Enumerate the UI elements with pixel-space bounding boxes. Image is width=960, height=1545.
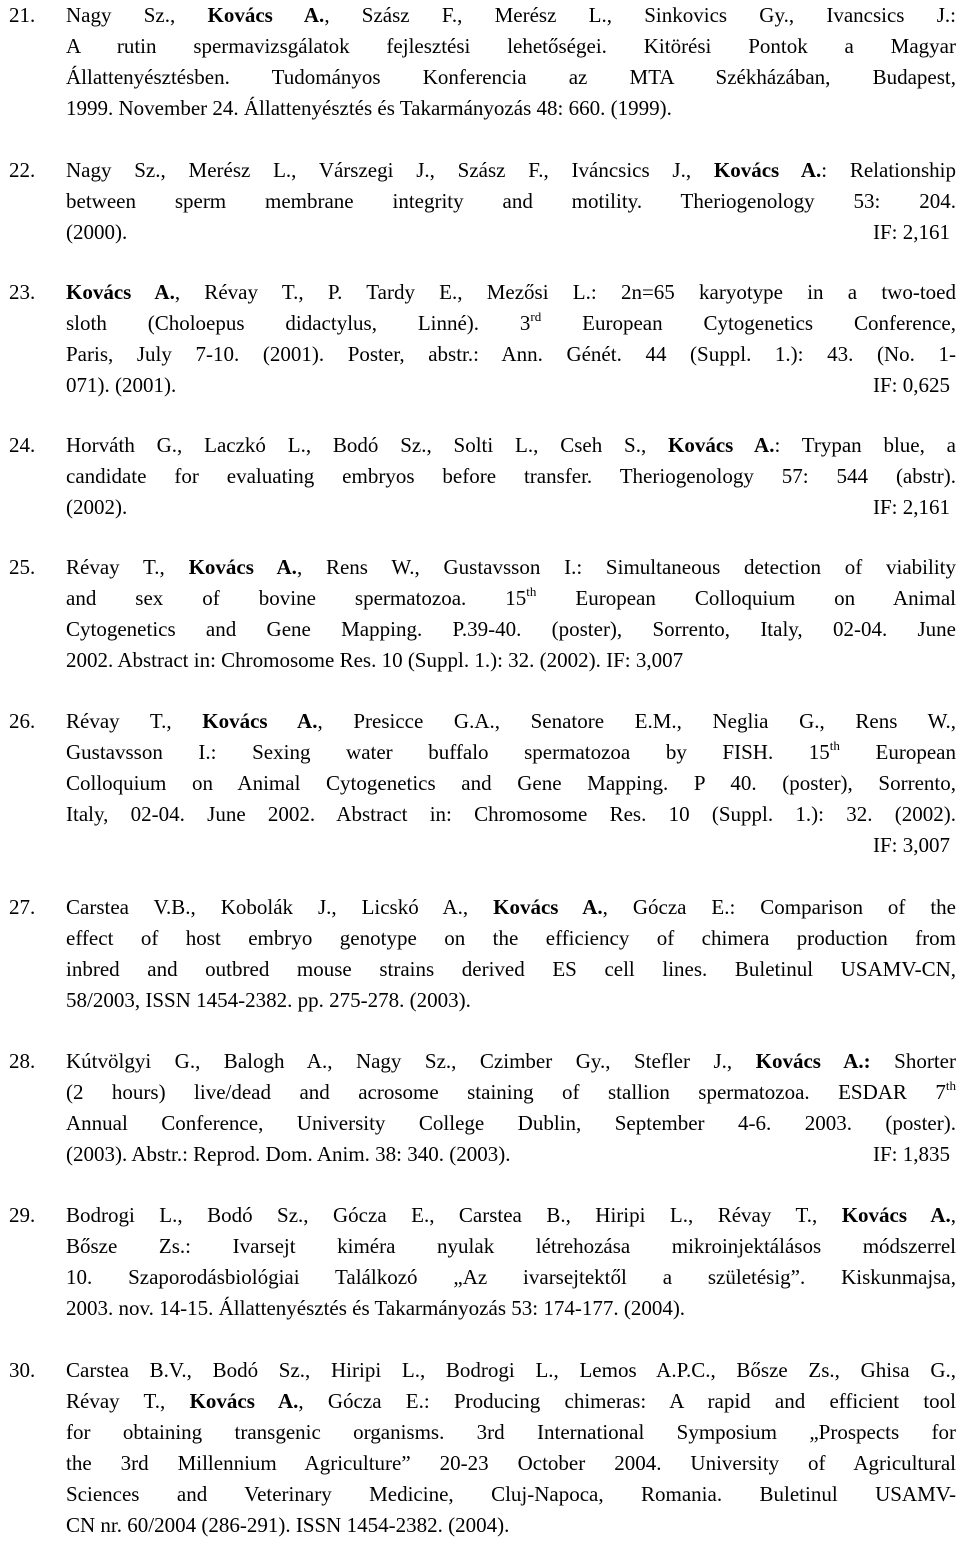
reference-line [66, 1355, 956, 1386]
reference-line [66, 339, 956, 370]
reference-number: 30. [9, 1358, 36, 1382]
reference-line [66, 985, 956, 1016]
reference-number: 25. [9, 555, 36, 579]
impact-factor: IF: 2,161 [872, 220, 950, 244]
author-highlight: Kovács A. [207, 3, 325, 27]
text-run: 1999. November 24. Állattenyésztés és Takarmányozás 48: 660. (1999). [66, 96, 672, 120]
reference-text [66, 1046, 956, 1170]
text-run: Carstea V.B., Kobolák J., Licskó A., [66, 895, 494, 919]
reference-text [66, 0, 956, 124]
reference-line [66, 1262, 956, 1293]
author-highlight: Kovács A. [493, 895, 603, 919]
text-run: European Cytogenetics Conference, [541, 311, 956, 335]
text-run: Annual Conference, University College Dublin, September 4-6. 2003. (poster). [66, 1111, 956, 1135]
text-run: , [950, 1203, 956, 1227]
text-run: , Révay T., P. Tardy E., Mezősi L.: 2n=65 karyotype in a two-toed [174, 280, 956, 304]
text-run: Paris, July 7-10. (2001). Poster, abstr.: Ann. Génét. 44 (Suppl. 1.): 43. (No. 1- [66, 342, 956, 366]
text-run: Révay T., [66, 555, 189, 579]
reference-entry [0, 155, 960, 248]
text-run: Bősze Zs.: Ivarsejt kiméra nyulak létrehozása mikroinjektálásos módszerrel [66, 1234, 956, 1258]
reference-number: 28. [9, 1049, 36, 1073]
reference-line [66, 706, 956, 737]
reference-line [66, 1417, 956, 1448]
author-highlight: Kovács A. [66, 280, 175, 304]
text-run: , Presicce G.A., Senatore E.M., Neglia G., Rens W., [317, 709, 956, 733]
reference-line [66, 1200, 956, 1231]
reference-line [66, 308, 956, 339]
reference-line [66, 186, 956, 217]
author-highlight: Kovács A. [668, 433, 775, 457]
text-run: Nagy Sz., Merész L., Várszegi J., Szász F., Iváncsics J., [66, 158, 714, 182]
reference-line [66, 645, 956, 676]
text-run: Nagy Sz., [66, 3, 208, 27]
reference-line [66, 370, 956, 401]
author-highlight: Kovács A. [188, 555, 297, 579]
reference-entry [0, 277, 960, 401]
author-highlight: Kovács A. [841, 1203, 951, 1227]
impact-factor: IF: 2,161 [872, 495, 950, 519]
reference-line [66, 892, 956, 923]
author-highlight: Kovács A. [189, 1389, 299, 1413]
reference-line [66, 1479, 956, 1510]
text-run: Colloquium on Animal Cytogenetics and Gene Mapping. P 40. (poster), Sorrento, [66, 771, 956, 795]
reference-line [66, 1293, 956, 1324]
reference-text [66, 155, 956, 248]
reference-line [66, 1448, 956, 1479]
text-run: : Relationship [821, 158, 956, 182]
reference-entry [0, 706, 960, 861]
reference-entry [0, 1046, 960, 1170]
reference-line [66, 0, 956, 31]
reference-line [66, 1108, 956, 1139]
reference-line [66, 1386, 956, 1417]
reference-line [66, 923, 956, 954]
text-run: Cytogenetics and Gene Mapping. P.39-40. (poster), Sorrento, Italy, 02-04. June [66, 617, 956, 641]
reference-line [66, 430, 956, 461]
reference-line [66, 1510, 956, 1541]
reference-line [66, 1077, 956, 1108]
text-run: Révay T., [66, 709, 203, 733]
reference-entry [0, 0, 960, 124]
text-run: (2003). Abstr.: Reprod. Dom. Anim. 38: 340. (2003). [66, 1142, 511, 1166]
text-run: , Szász F., Merész L., Sinkovics Gy., Ivancsics J.: [324, 3, 956, 27]
reference-line [66, 1231, 956, 1262]
reference-number: 26. [9, 709, 36, 733]
text-run: sloth (Choloepus didactylus, Linné). 3 [66, 311, 531, 335]
text-run: the 3rd Millennium Agriculture” 20-23 October 2004. University of Agricultural [66, 1451, 956, 1475]
text-run: effect of host embryo genotype on the efficiency of chimera production from [66, 926, 956, 950]
text-run: Bodrogi L., Bodó Sz., Gócza E., Carstea B., Hiripi L., Révay T., [66, 1203, 842, 1227]
text-run: CN nr. 60/2004 (286-291). ISSN 1454-2382. (2004). [66, 1513, 510, 1537]
text-run: European [839, 740, 956, 764]
text-run: (2000). [66, 220, 128, 244]
reference-text [66, 706, 956, 857]
reference-number: 24. [9, 433, 36, 457]
impact-factor: IF: 3,007 [872, 833, 950, 857]
text-run: , Gócza E.: Comparison of the [602, 895, 956, 919]
reference-line [66, 277, 956, 308]
reference-entry [0, 552, 960, 676]
text-run: Horváth G., Laczkó L., Bodó Sz., Solti L., Cseh S., [66, 433, 669, 457]
text-run: (2 hours) live/dead and acrosome staining of stallion spermatozoa. ESDAR 7 [66, 1080, 946, 1104]
text-run: : Trypan blue, a [774, 433, 956, 457]
reference-line [66, 31, 956, 62]
reference-number: 27. [9, 895, 36, 919]
impact-factor: IF: 1,835 [872, 1142, 950, 1166]
reference-line [66, 1046, 956, 1077]
reference-line [66, 93, 956, 124]
reference-line [66, 799, 956, 830]
reference-line [66, 583, 956, 614]
text-run: (2002). [66, 495, 128, 519]
ordinal-suffix: th [829, 738, 840, 753]
text-run: between sperm membrane integrity and motility. Theriogenology 53: 204. [66, 189, 956, 213]
reference-entry [0, 430, 960, 523]
reference-number: 23. [9, 280, 36, 304]
reference-line [66, 492, 956, 523]
text-run: , Gócza E.: Producing chimeras: A rapid and efficient tool [298, 1389, 956, 1413]
text-run: inbred and outbred mouse strains derived ES cell lines. Buletinul USAMV-CN, [66, 957, 956, 981]
reference-number: 22. [9, 158, 36, 182]
text-run: 58/2003, ISSN 1454-2382. pp. 275-278. (2003). [66, 988, 471, 1012]
text-run: European Colloquium on Animal [536, 586, 956, 610]
reference-line [66, 614, 956, 645]
text-run: 10. Szaporodásbiológiai Találkozó „Az ivarsejtektől a születésig”. Kiskunmajsa, [66, 1265, 956, 1289]
reference-line [66, 552, 956, 583]
text-run: 2002. Abstract in: Chromosome Res. 10 (Suppl. 1.): 32. (2002). IF: 3,007 [66, 648, 684, 672]
text-run: for obtaining transgenic organisms. 3rd International Symposium „Prospects for [66, 1420, 956, 1444]
text-run: 071). (2001). [66, 373, 177, 397]
impact-factor: IF: 0,625 [872, 373, 950, 397]
reference-text [66, 552, 956, 676]
reference-line [66, 62, 956, 93]
reference-line [66, 1139, 956, 1170]
reference-entry [0, 892, 960, 1016]
reference-line [66, 768, 956, 799]
reference-line [66, 461, 956, 492]
reference-text [66, 1355, 956, 1541]
reference-line [66, 737, 956, 768]
ordinal-suffix: th [945, 1078, 956, 1093]
text-run: 2003. nov. 14-15. Állattenyésztés és Takarmányozás 53: 174-177. (2004). [66, 1296, 686, 1320]
reference-entry [0, 1200, 960, 1324]
reference-text [66, 430, 956, 523]
ordinal-suffix: th [526, 584, 537, 599]
text-run: Sciences and Veterinary Medicine, Cluj-Napoca, Romania. Buletinul USAMV- [66, 1482, 956, 1506]
text-run: and sex of bovine spermatozoa. 15 [66, 586, 527, 610]
author-highlight: Kovács A. [202, 709, 318, 733]
reference-text [66, 1200, 956, 1324]
reference-text [66, 892, 956, 1016]
text-run: Állattenyésztésben. Tudományos Konferencia az MTA Székházában, Budapest, [66, 65, 956, 89]
ordinal-suffix: rd [530, 309, 542, 324]
text-run: Kútvölgyi G., Balogh A., Nagy Sz., Czimber Gy., Stefler J., [66, 1049, 756, 1073]
reference-line [66, 217, 956, 248]
reference-number: 29. [9, 1203, 36, 1227]
reference-entry [0, 1355, 960, 1541]
reference-line [66, 954, 956, 985]
text-run: , Rens W., Gustavsson I.: Simultaneous detection of viability [296, 555, 956, 579]
reference-number: 21. [9, 3, 36, 27]
reference-text [66, 277, 956, 401]
text-run: Révay T., [66, 1389, 190, 1413]
text-run: Italy, 02-04. June 2002. Abstract in: Chromosome Res. 10 (Suppl. 1.): 32. (2002). [66, 802, 956, 826]
author-highlight: Kovács A. [713, 158, 822, 182]
text-run: A rutin spermavizsgálatok fejlesztési lehetőségei. Kitörési Pontok a Magyar [66, 34, 956, 58]
text-run: candidate for evaluating embryos before transfer. Theriogenology 57: 544 (abstr). [66, 464, 956, 488]
text-run: Shorter [870, 1049, 956, 1073]
author-highlight: Kovács A.: [755, 1049, 871, 1073]
text-run: Carstea B.V., Bodó Sz., Hiripi L., Bodrogi L., Lemos A.P.C., Bősze Zs., Ghisa G., [66, 1358, 956, 1382]
text-run: Gustavsson I.: Sexing water buffalo spermatozoa by FISH. 15 [66, 740, 830, 764]
reference-line [66, 155, 956, 186]
